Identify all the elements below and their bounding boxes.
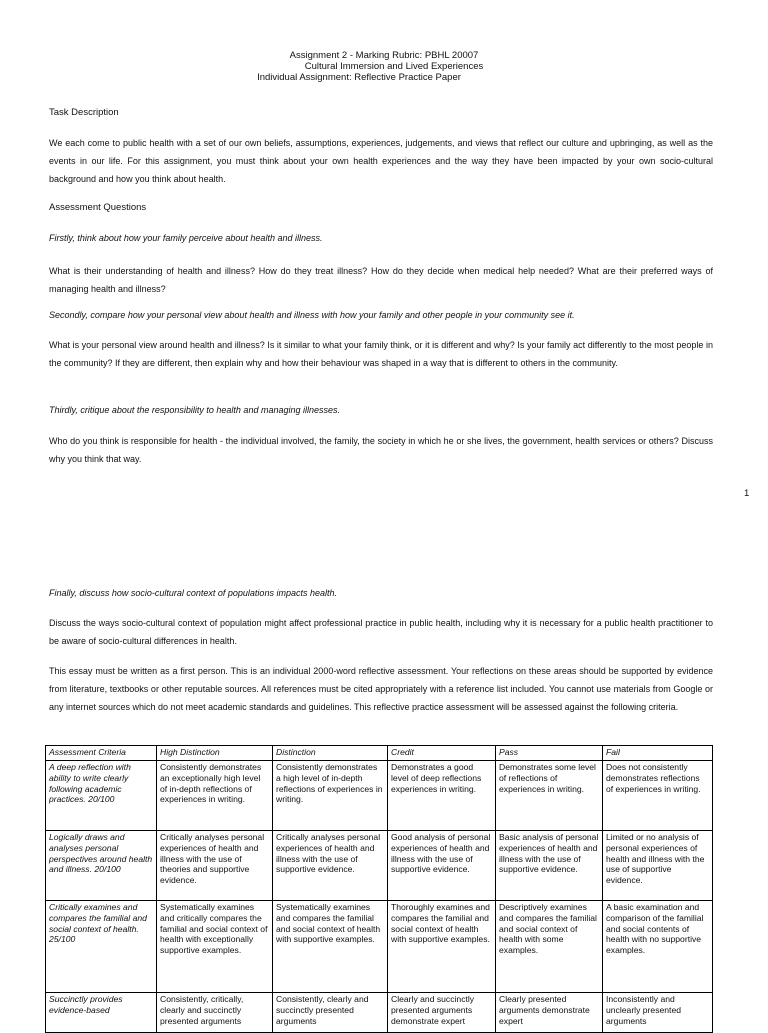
col-header-criteria: Assessment Criteria xyxy=(46,746,157,761)
page-number: 1 xyxy=(744,488,750,499)
rubric-cell: Systematically examines and compares the familial and social context of health with supportive examples. xyxy=(273,901,388,993)
rubric-cell: Consistently, clearly and succinctly presented arguments xyxy=(273,993,388,1033)
question-3-prompt: Thirdly, critique about the responsibility to health and managing illnesses. xyxy=(49,405,340,415)
rubric-cell: Consistently, critically, clearly and succinctly presented arguments xyxy=(157,993,273,1033)
criterion-cell: Succinctly provides evidence-based xyxy=(46,993,157,1033)
rubric-cell: Basic analysis of personal experiences of health and illness with the use of supportive evidence. xyxy=(496,831,603,901)
rubric-cell: Demonstrates a good level of deep reflections experiences in writing. xyxy=(388,761,496,831)
rubric-cell: Thoroughly examines and compares the familial and social context of health with supportive examples. xyxy=(388,901,496,993)
rubric-cell: Consistently demonstrates an exceptionally high level of in-depth reflections of experiences in writing. xyxy=(157,761,273,831)
question-4-body: Discuss the ways socio-cultural context of population might affect professional practice in public health, including why it is necessary for a public health practitioner to be aware of socio-cultural differences in health. xyxy=(49,618,713,646)
question-2-body: What is your personal view around health and illness? Is it similar to what your family think, or it is different and why? Is your family act differently to the most people in the community? If they are different, then explain why and how their behaviour was shaped in a way that is different to others in the community. xyxy=(49,340,713,368)
rubric-cell: A basic examination and comparison of the familial and social contents of health with no supportive examples. xyxy=(603,901,713,993)
rubric-cell: Clearly presented arguments demonstrate expert xyxy=(496,993,603,1033)
doc-title-line-1: Assignment 2 - Marking Rubric: PBHL 20007 xyxy=(289,50,479,61)
criterion-cell: Critically examines and compares the familial and social context of health. 25/100 xyxy=(46,901,157,993)
table-row xyxy=(46,901,713,993)
criterion-cell: A deep reflection with ability to write clearly following academic practices. 20/100 xyxy=(46,761,157,831)
question-3-body: Who do you think is responsible for health - the individual involved, the family, the society in which he or she lives, the government, health services or others? Discuss why you think that way. xyxy=(49,436,713,464)
essay-instructions: This essay must be written as a first person. This is an individual 2000-word reflective assessment. Your reflections on these areas should be supported by evidence from literature, textbooks or other reputable sources. All references must be cited appropriately with a reference list included. You cannot use materials from Google or any internet sources which do not meet academic standards and guidelines. This reflective practice assessment will be assessed against the following criteria. xyxy=(49,666,713,712)
table-row xyxy=(46,761,713,831)
col-header-credit: Credit xyxy=(388,746,496,761)
task-heading: Task Description xyxy=(49,107,119,118)
rubric-cell: Does not consistently demonstrates reflections of experiences in writing. xyxy=(603,761,713,831)
table-row xyxy=(46,831,713,901)
rubric-header-row xyxy=(46,746,713,761)
rubric-cell: Good analysis of personal experiences of health and illness with the use of supportive evidence. xyxy=(388,831,496,901)
rubric-cell: Inconsistently and unclearly presented arguments xyxy=(603,993,713,1033)
rubric-cell: Critically analyses personal experiences of health and illness with the use of theories and supportive evidence. xyxy=(157,831,273,901)
table-row xyxy=(46,993,713,1033)
question-4-prompt: Finally, discuss how socio-cultural context of populations impacts health. xyxy=(49,588,337,598)
marking-rubric-table xyxy=(45,745,713,1033)
criterion-cell: Logically draws and analyses personal perspectives around health and illness. 20/100 xyxy=(46,831,157,901)
task-body: We each come to public health with a set of our own beliefs, assumptions, experiences, judgements, and views that reflect our culture and upbringing, as well as the events in our life. For this assignment, you must think about your own health experiences and the way they have been impacted by your own socio-cultural background and how you think about health. xyxy=(49,138,713,184)
doc-title-line-2: Cultural Immersion and Lived Experiences xyxy=(304,61,484,72)
rubric-cell: Critically analyses personal experiences of health and illness with the use of supportive evidence. xyxy=(273,831,388,901)
doc-title-line-3: Individual Assignment: Reflective Practice Paper xyxy=(257,72,461,83)
col-header-high-distinction: High Distinction xyxy=(157,746,273,761)
question-1-prompt: Firstly, think about how your family perceive about health and illness. xyxy=(49,233,323,243)
rubric-cell: Limited or no analysis of personal experiences of health and illness with the use of supportive evidence. xyxy=(603,831,713,901)
questions-heading: Assessment Questions xyxy=(49,202,147,213)
col-header-pass: Pass xyxy=(496,746,603,761)
rubric-cell: Systematically examines and critically compares the familial and social context of health with exceptionally supportive examples. xyxy=(157,901,273,993)
rubric-cell: Clearly and succinctly presented arguments demonstrate expert xyxy=(388,993,496,1033)
col-header-distinction: Distinction xyxy=(273,746,388,761)
question-2-prompt: Secondly, compare how your personal view about health and illness with how your family and other people in your community see it. xyxy=(49,310,575,320)
rubric-cell: Demonstrates some level of reflections of experiences in writing. xyxy=(496,761,603,831)
col-header-fail: Fail xyxy=(603,746,713,761)
rubric-cell: Descriptively examines and compares the familial and social context of health with some examples. xyxy=(496,901,603,993)
question-1-body: What is their understanding of health and illness? How do they treat illness? How do they decide when medical help needed? What are their preferred ways of managing health and illness? xyxy=(49,266,713,294)
rubric-cell: Consistently demonstrates a high level of in-depth reflections of experiences in writing. xyxy=(273,761,388,831)
